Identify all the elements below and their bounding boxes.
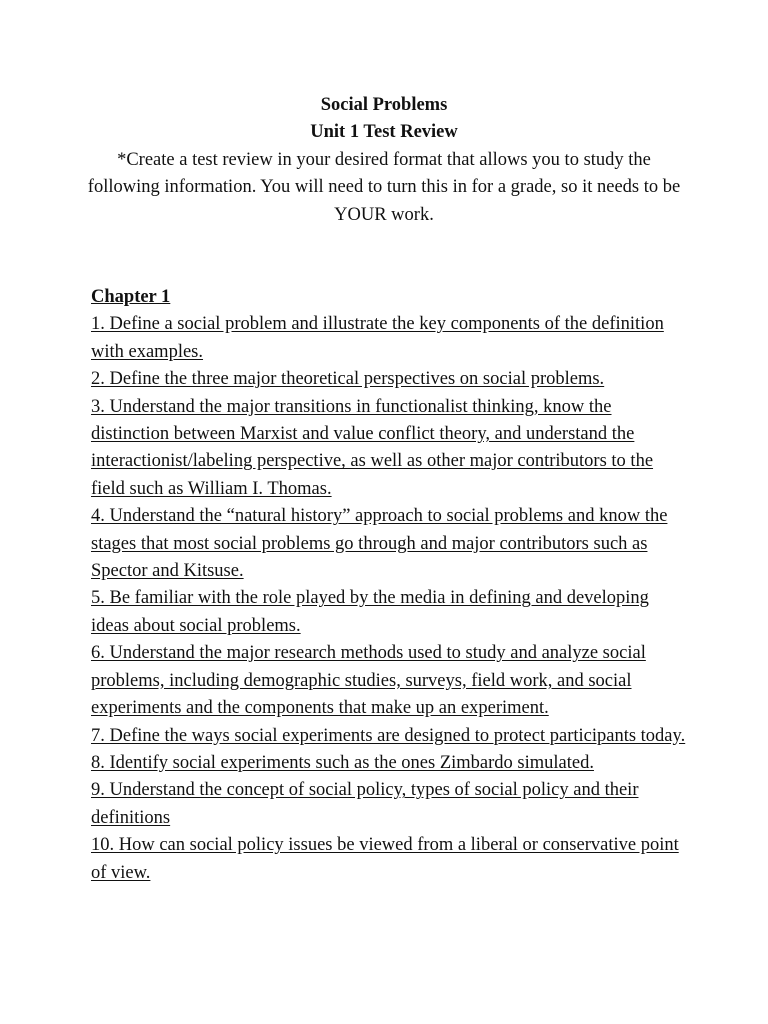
review-item-7: 7. Define the ways social experiments are designed to protect participants today. [91,725,686,746]
review-item-5: 5. Be familiar with the role played by the media in defining and developing ideas about social problems. [91,588,649,636]
document-header [80,92,688,229]
review-item-4: 4. Understand the “natural history” approach to social problems and know the stages that most social problems go through and major contributors such as Spector and Kitsuse. [91,506,668,582]
review-item-8: 8. Identify social experiments such as the ones Zimbardo simulated. [91,752,594,773]
instructions-paragraph: *Create a test review in your desired format that allows you to study the following information. You will need to turn this in for a grade, so it needs to be YOUR work. [87,149,681,225]
document-title: Social Problems [320,95,448,115]
review-item-6: 6. Understand the major research methods used to study and analyze social problems, including demographic studies, surveys, field work, and social experiments and the components that make up an experiment. [91,643,646,719]
chapter-section [91,284,691,887]
chapter-heading: Chapter 1 [91,287,171,307]
review-item-10: 10. How can social policy issues be viewed from a liberal or conservative point of view. [91,835,679,883]
review-item-3: 3. Understand the major transitions in functionalist thinking, know the distinction between Marxist and value conflict theory, and understand the interactionist/labeling perspective, as well as other major contributors to the field such as William I. Thomas. [91,396,654,499]
review-item-1: 1. Define a social problem and illustrate the key components of the definition with examples. [91,314,664,362]
document-subtitle: Unit 1 Test Review [310,122,458,143]
review-item-2: 2. Define the three major theoretical perspectives on social problems. [91,369,605,390]
review-item-9: 9. Understand the concept of social policy, types of social policy and their definitions [91,780,639,828]
